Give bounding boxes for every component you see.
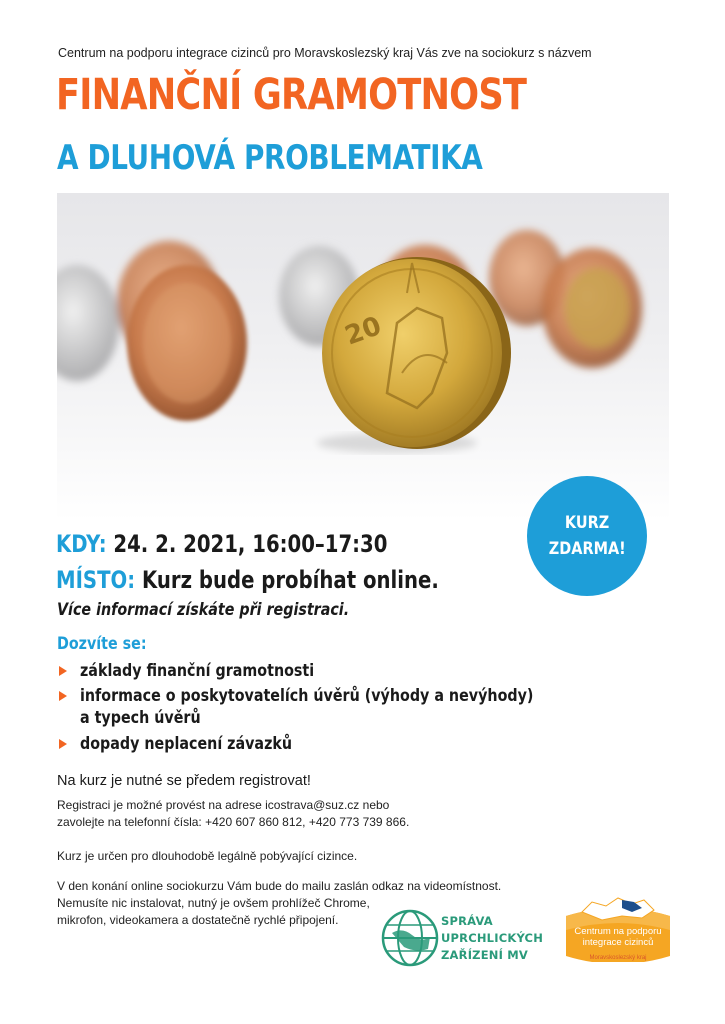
suz-line-1: SPRÁVA: [441, 914, 493, 928]
online-line-3: mikrofon, videokamera a dostatečně rychlé připojení.: [57, 913, 339, 927]
title-line-2: A DLUHOVÁ PROBLEMATIKA: [57, 138, 483, 178]
registration-line-2: zavolejte na telefonní čísla: +420 607 860 812, +420 773 739 866.: [57, 815, 410, 829]
centrum-line-2: integrace cizinců: [582, 937, 654, 948]
more-info-text: Více informací získáte při registraci.: [57, 600, 350, 620]
when-value: 24. 2. 2021, 16:00–17:30: [113, 530, 388, 558]
audience-text: Kurz je určen pro dlouhodobě legálně pobývající cizince.: [57, 849, 358, 863]
learn-heading: Dozvíte se:: [57, 634, 147, 654]
centrum-line-1: Centrum na podporu: [574, 926, 662, 937]
centrum-logo-text: [567, 926, 669, 948]
coins-illustration: [57, 193, 669, 521]
when-line: [56, 530, 387, 558]
free-course-badge: [527, 476, 647, 596]
online-line-1: V den konání online sociokurzu Vám bude do mailu zaslán odkaz na videomístnost.: [57, 879, 502, 893]
svg-text:20: 20: [341, 311, 386, 352]
coins-photo: [57, 193, 669, 521]
suz-line-2: UPRCHLICKÝCH: [441, 931, 544, 945]
list-item-text: základy finanční gramotnosti: [80, 661, 315, 681]
when-label: KDY:: [56, 530, 107, 558]
place-label: MÍSTO:: [56, 566, 136, 594]
centrum-region-text: Moravskoslezský kraj: [589, 955, 647, 961]
badge-line-1: KURZ: [564, 513, 610, 533]
list-item-text: dopady neplacení závazků: [80, 734, 293, 754]
bullet-arrow-icon: [59, 691, 67, 701]
registration-line-1: Registraci je možné provést na adrese icostrava@suz.cz nebo: [57, 798, 390, 812]
list-item-text-line1: informace o poskytovatelích úvěrů (výhody a nevýhody): [80, 686, 534, 706]
title-line-1: FINANČNÍ GRAMOTNOST: [56, 70, 527, 120]
badge-line-2: ZDARMA!: [548, 539, 626, 559]
bullet-arrow-icon: [59, 739, 67, 749]
bullet-arrow-icon: [59, 666, 67, 676]
list-item-text-line2: a typech úvěrů: [80, 708, 201, 728]
suz-line-3: ZAŘÍZENÍ MV: [441, 948, 529, 962]
online-line-2: Nemusíte nic instalovat, nutný je ovšem prohlížeč Chrome,: [57, 896, 370, 910]
place-line: [56, 566, 439, 594]
registration-required: Na kurz je nutné se předem registrovat!: [57, 773, 311, 789]
place-value: Kurz bude probíhat online.: [141, 566, 439, 594]
suz-logo-text: [441, 913, 543, 964]
list-item-text: [80, 685, 533, 729]
intro-text: Centrum na podporu integrace cizinců pro Moravskoslezský kraj Vás zve na sociokurz s názvem: [58, 46, 592, 60]
